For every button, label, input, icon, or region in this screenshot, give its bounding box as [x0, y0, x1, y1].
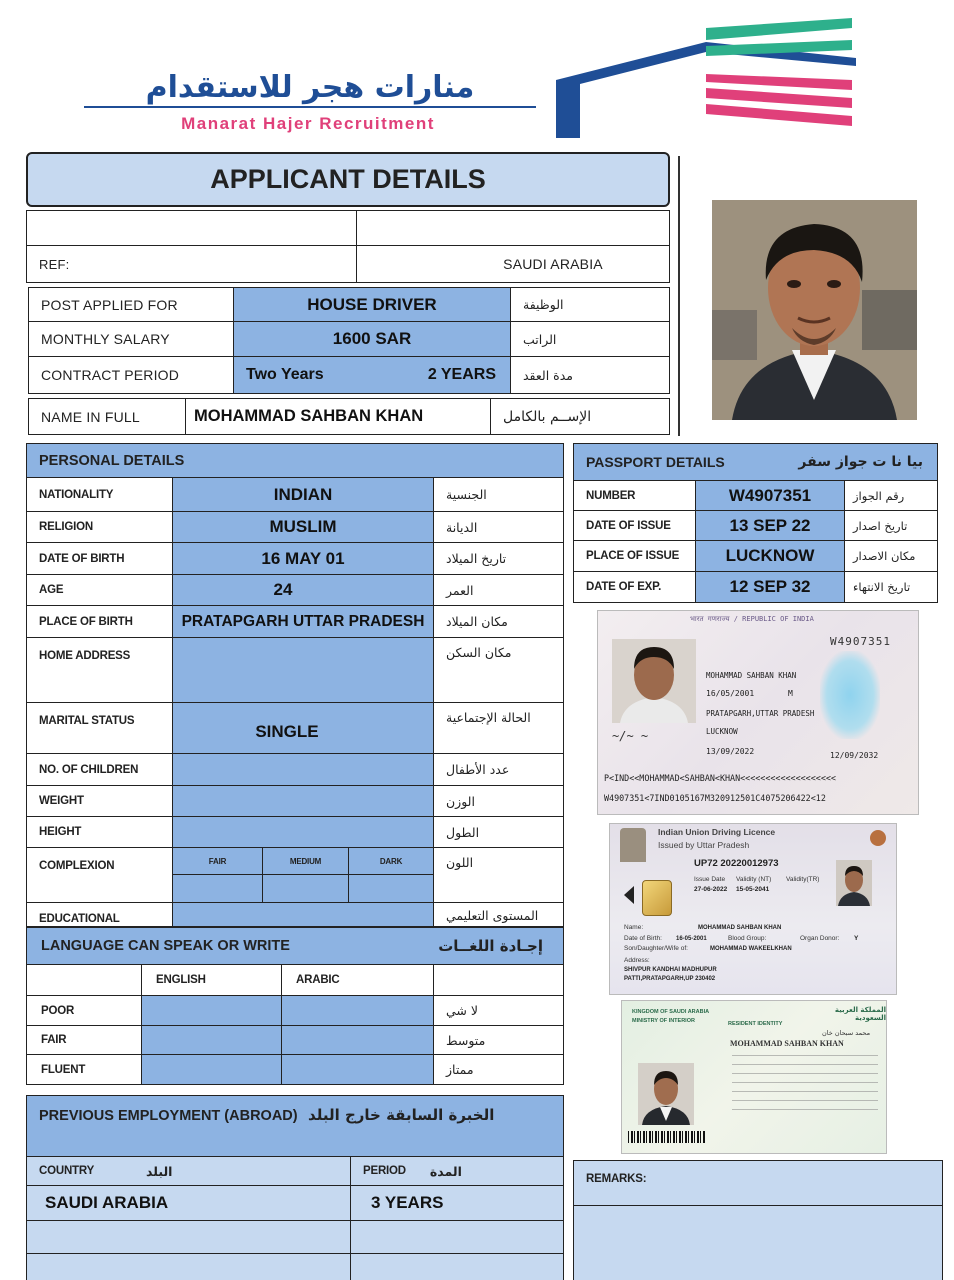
- passport-place-value: LUCKNOW: [725, 546, 815, 565]
- nationality-label: NATIONALITY: [39, 488, 114, 501]
- passport-place-label: PLACE OF ISSUE: [586, 550, 680, 562]
- salary-label: MONTHLY SALARY: [41, 331, 170, 347]
- marital-label-cell: [26, 702, 173, 754]
- education-ar-cell: [433, 902, 564, 927]
- logo-english-name: Manarat Hajer Recruitment: [181, 114, 435, 133]
- previous-period-value: 3 YEARS: [371, 1193, 444, 1212]
- children-label-cell: [26, 753, 173, 786]
- vertical-rule: [678, 156, 680, 436]
- salary-value: 1600 SAR: [332, 329, 412, 348]
- education-label: EDUCATIONAL: [39, 913, 120, 925]
- marital-value: SINGLE: [255, 722, 319, 741]
- licence-title: Indian Union Driving Licence: [658, 827, 776, 837]
- age-label: AGE: [39, 584, 64, 596]
- dob-label-cell: [26, 542, 173, 575]
- poor-ar: لا شي: [446, 1003, 478, 1018]
- post-ar: الوظيفة: [523, 297, 564, 312]
- licence-seal-icon: [870, 830, 886, 846]
- marital-ar: الحالة الإجتماعية: [446, 710, 531, 725]
- weight-label: WEIGHT: [39, 795, 84, 807]
- passport-place-ar-cell: [844, 540, 938, 572]
- age-ar: العمر: [446, 582, 474, 598]
- licence-parent-label: Son/Daughter/Wife of:: [624, 945, 688, 952]
- contract-label-cell: [28, 356, 234, 394]
- language-corner-cell: [26, 964, 142, 996]
- iqama-barcode-icon: [628, 1131, 706, 1143]
- company-logo: [80, 18, 860, 143]
- name-value: MOHAMMAD SAHBAN KHAN: [194, 407, 424, 425]
- complexion-label: COMPLEXION: [39, 860, 115, 872]
- licence-dob-label: Date of Birth:: [624, 935, 662, 942]
- dob-ar-cell: [433, 542, 564, 575]
- weight-value-cell: [172, 785, 434, 817]
- language-arabic-label: ARABIC: [296, 974, 340, 986]
- previous-country-value: SAUDI ARABIA: [45, 1193, 169, 1212]
- dob-value-cell: [172, 542, 434, 575]
- passport-expiry-label: DATE OF EXP.: [586, 581, 662, 593]
- logo-roof-mark: [556, 18, 856, 140]
- previous-heading-ar: الخبرة السابقة خارج البلد: [308, 1106, 495, 1124]
- language-heading-ar: إجـادة اللغــات: [438, 937, 543, 955]
- religion-ar-cell: [433, 511, 564, 543]
- weight-label-cell: [26, 785, 173, 817]
- previous-empty-country-2: [26, 1253, 351, 1280]
- contract-value-cell: [233, 356, 511, 394]
- pob-value: PRATAPGARH UTTAR PRADESH: [181, 612, 425, 630]
- name-label-cell: [28, 398, 186, 435]
- address-label: HOME ADDRESS: [39, 650, 131, 662]
- religion-value: MUSLIM: [269, 517, 337, 536]
- name-label: NAME IN FULL: [41, 408, 140, 425]
- licence-address-label: Address:: [624, 957, 650, 964]
- complexion-ar: اللون: [446, 855, 474, 870]
- iqama-kingdom: KINGDOM OF SAUDI ARABIA: [632, 1009, 710, 1015]
- licence-issue-date-label: Issue Date: [694, 876, 726, 883]
- fair-label: FAIR: [41, 1034, 67, 1046]
- licence-validity-tr-label: Validity(TR): [786, 876, 820, 883]
- passport-issue-label: DATE OF ISSUE: [586, 519, 671, 532]
- contract-ar-cell: [510, 356, 670, 394]
- religion-ar: الديانة: [446, 519, 478, 535]
- licence-address1: SHIVPUR KANDHAI MADHUPUR: [624, 967, 717, 973]
- passport-scan-issue: 13/09/2022: [706, 747, 755, 756]
- passport-issue-label-cell: [573, 510, 696, 541]
- passport-heading-ar: بيا نا ت جواز سفر: [798, 454, 923, 470]
- licence-validity-nt: 15-05-2041: [736, 886, 770, 893]
- licence-donor: Y: [854, 935, 859, 942]
- passport-issue-value-cell: [695, 510, 845, 541]
- previous-heading: PREVIOUS EMPLOYMENT (ABROAD): [39, 1108, 298, 1124]
- pob-value-cell: [172, 605, 434, 638]
- weight-ar: الوزن: [446, 793, 475, 809]
- education-value-cell: [172, 902, 434, 927]
- dob-value: 16 MAY 01: [261, 548, 345, 568]
- remarks-label: REMARKS:: [586, 1173, 647, 1185]
- complexion-label-cell: [26, 847, 173, 903]
- passport-number-ar-cell: [844, 480, 938, 511]
- remarks-body-cell: [573, 1205, 943, 1280]
- passport-place-value-cell: [695, 540, 845, 572]
- passport-issue-ar-cell: [844, 510, 938, 541]
- fluent-ar-cell: [433, 1054, 564, 1085]
- poor-arabic-cell: [281, 995, 434, 1026]
- post-value-cell: [233, 287, 511, 322]
- passport-issue-value: 13 SEP 22: [729, 515, 811, 535]
- iqama-photo: [638, 1063, 694, 1125]
- salary-ar: الراتب: [523, 331, 557, 347]
- fluent-label-cell: [26, 1054, 142, 1085]
- ref-blank-left: [26, 210, 357, 246]
- previous-country-cell: [26, 1185, 351, 1221]
- passport-scan-photo: [612, 639, 696, 723]
- religion-value-cell: [172, 511, 434, 543]
- age-value-cell: [172, 574, 434, 606]
- children-ar-cell: [433, 753, 564, 786]
- licence-donor-label: Organ Donor:: [800, 935, 840, 942]
- previous-period-cell: [350, 1185, 564, 1221]
- fair-ar: متوسط: [446, 1032, 486, 1048]
- dob-ar: تاريخ الميلاد: [446, 551, 507, 566]
- page-title-text: APPLICANT DETAILS: [210, 164, 486, 194]
- religion-label-cell: [26, 511, 173, 543]
- passport-scan-dob: 16/05/2001: [706, 689, 755, 698]
- marital-label: MARITAL STATUS: [39, 715, 135, 727]
- fair-label-cell: [26, 1025, 142, 1055]
- fluent-english-cell: [141, 1054, 282, 1085]
- passport-place-ar: مكان الاصدار: [853, 549, 916, 563]
- licence-arrow-icon: [624, 886, 634, 904]
- passport-number-label-cell: [573, 480, 696, 511]
- licence-dob: 16-05-2001: [676, 936, 707, 942]
- post-label-cell: [28, 287, 234, 322]
- complexion-fair: FAIR: [208, 856, 227, 866]
- children-ar: عدد الأطفال: [446, 762, 510, 777]
- complexion-medium-box: [262, 874, 349, 903]
- passport-place-label-cell: [573, 540, 696, 572]
- remarks-label-cell: [573, 1160, 943, 1206]
- licence-emblem-icon: [620, 828, 646, 862]
- passport-scan-signature: ~/~ ~: [612, 729, 649, 743]
- name-value-cell: [185, 398, 491, 435]
- complexion-dark: DARK: [379, 856, 403, 866]
- height-label-cell: [26, 816, 173, 848]
- ref-country-cell: [356, 245, 670, 283]
- ref-blank-right: [356, 210, 670, 246]
- education-ar: المستوى التعليمي: [446, 908, 539, 923]
- period-ar: المدة: [429, 1163, 462, 1179]
- contract-label: CONTRACT PERIOD: [41, 367, 180, 383]
- weight-ar-cell: [433, 785, 564, 817]
- children-value-cell: [172, 753, 434, 786]
- age-ar-cell: [433, 574, 564, 606]
- period-header-cell: [350, 1156, 564, 1186]
- passport-expiry-value: 12 SEP 32: [729, 577, 811, 596]
- age-value: 24: [273, 580, 293, 599]
- nationality-label-cell: [26, 477, 173, 512]
- language-english-header: [141, 964, 282, 996]
- complexion-fair-box: [172, 874, 263, 903]
- address-ar-cell: [433, 637, 564, 703]
- passport-scan-name: MOHAMMAD SAHBAN KHAN: [706, 671, 797, 680]
- height-ar: الطول: [446, 824, 480, 840]
- height-value-cell: [172, 816, 434, 848]
- passport-expiry-ar-cell: [844, 571, 938, 603]
- fair-ar-cell: [433, 1025, 564, 1055]
- passport-scan-pob: PRATAPGARH,UTTAR PRADESH: [706, 709, 815, 718]
- ref-cell: [26, 245, 357, 283]
- fair-english-cell: [141, 1025, 282, 1055]
- fluent-ar: ممتاز: [446, 1062, 474, 1077]
- post-ar-cell: [510, 287, 670, 322]
- licence-chip-icon: [642, 880, 672, 916]
- ref-country: SAUDI ARABIA: [503, 256, 603, 272]
- page-title: [26, 152, 670, 207]
- passport-scan-hologram: [820, 651, 880, 739]
- fluent-label: FLUENT: [41, 1063, 86, 1076]
- previous-empty-country-1: [26, 1220, 351, 1254]
- fluent-arabic-cell: [281, 1054, 434, 1085]
- marital-ar-cell: [433, 702, 564, 754]
- language-english-label: ENGLISH: [156, 974, 206, 986]
- language-heading-cell: [26, 927, 564, 965]
- passport-number-label: NUMBER: [586, 489, 636, 502]
- licence-issue-date: 27-06-2022: [694, 886, 728, 893]
- contract-ar: مدة العقد: [523, 367, 573, 383]
- pob-label-cell: [26, 605, 173, 638]
- country-label: COUNTRY: [39, 1165, 95, 1177]
- contract-value-words: Two Years: [246, 366, 324, 383]
- licence-issued: Issued by Uttar Pradesh: [658, 840, 750, 850]
- pob-ar-cell: [433, 605, 564, 638]
- passport-scan-sex: M: [788, 689, 793, 698]
- marital-value-cell: [172, 702, 434, 754]
- salary-ar-cell: [510, 321, 670, 357]
- nationality-value-cell: [172, 477, 434, 512]
- poor-ar-cell: [433, 995, 564, 1026]
- height-label: HEIGHT: [39, 826, 82, 838]
- height-ar-cell: [433, 816, 564, 848]
- salary-label-cell: [28, 321, 234, 357]
- licence-name: MOHAMMAD SAHBAN KHAN: [698, 925, 782, 931]
- passport-heading: PASSPORT DETAILS: [586, 454, 725, 470]
- complexion-dark-box: [348, 874, 434, 903]
- salary-value-cell: [233, 321, 511, 357]
- passport-number-ar: رقم الجواز: [853, 488, 905, 503]
- language-heading: LANGUAGE CAN SPEAK OR WRITE: [41, 938, 290, 954]
- nationality-value: INDIAN: [273, 484, 333, 504]
- complexion-medium-cell: [262, 847, 349, 875]
- previous-empty-period-2: [350, 1253, 564, 1280]
- children-label: NO. OF CHILDREN: [39, 763, 139, 776]
- licence-address2: PATTI,PRATAPGARH,UP 230402: [624, 976, 716, 982]
- nationality-ar-cell: [433, 477, 564, 512]
- address-ar: مكان السكن: [446, 645, 512, 660]
- address-label-cell: [26, 637, 173, 703]
- previous-heading-cell: [26, 1095, 564, 1157]
- iqama-ministry: MINISTRY OF INTERIOR: [632, 1018, 695, 1024]
- passport-scan-expiry: 12/09/2032: [830, 751, 879, 760]
- pob-ar: مكان الميلاد: [446, 614, 508, 629]
- poor-label: POOR: [41, 1004, 75, 1017]
- passport-issue-ar: تاريخ اصدار: [853, 518, 908, 533]
- nationality-ar: الجنسية: [446, 487, 487, 502]
- licence-parent: MOHAMMAD WAKEELKHAN: [710, 946, 792, 952]
- iqama-ar-title: المملكة العربية السعودية: [834, 1006, 886, 1022]
- poor-label-cell: [26, 995, 142, 1026]
- licence-name-label: Name:: [624, 924, 644, 931]
- applicant-photo: [712, 200, 917, 420]
- ref-label: REF:: [39, 256, 70, 272]
- fair-arabic-cell: [281, 1025, 434, 1055]
- personal-heading-cell: [26, 443, 564, 478]
- iqama-name: MOHAMMAD SAHBAN KHAN: [730, 1039, 844, 1048]
- language-header-ar-cell: [433, 964, 564, 996]
- licence-number: UP72 20220012973: [694, 858, 779, 869]
- name-ar-cell: [490, 398, 670, 435]
- iqama-text-lines: [732, 1055, 878, 1115]
- period-label: PERIOD: [363, 1165, 406, 1177]
- passport-expiry-ar: تاريخ الانتهاء: [853, 580, 911, 594]
- personal-heading: PERSONAL DETAILS: [39, 452, 185, 469]
- complexion-medium: MEDIUM: [289, 856, 322, 866]
- address-value-cell: [172, 637, 434, 703]
- passport-scan-mrz1: P<IND<<MOHAMMAD<SAHBAN<KHAN<<<<<<<<<<<<<<<<<<<: [604, 773, 836, 783]
- education-label-cell: [26, 902, 173, 927]
- driving-licence-image: [609, 823, 897, 995]
- passport-number-value: W4907351: [728, 485, 812, 505]
- religion-label: RELIGION: [39, 521, 93, 533]
- previous-empty-period-1: [350, 1220, 564, 1254]
- country-ar: البلد: [146, 1163, 173, 1179]
- passport-number-value-cell: [695, 480, 845, 511]
- passport-scan-place-issue: LUCKNOW: [706, 727, 738, 736]
- passport-scan-mrz2: W4907351<7IND0105167M320912501C4075206422<12: [604, 793, 826, 803]
- complexion-fair-cell: [172, 847, 263, 875]
- iqama-ar-line: محمد سبحان خان: [822, 1029, 871, 1037]
- complexion-ar-cell: [433, 847, 564, 903]
- post-label: POST APPLIED FOR: [41, 296, 178, 313]
- licence-validity-nt-label: Validity (NT): [736, 876, 772, 883]
- name-ar: الإســم بالكامل: [503, 408, 592, 425]
- passport-heading-cell: [573, 443, 938, 481]
- passport-scan-image: [597, 610, 919, 815]
- iqama-resident: RESIDENT IDENTITY: [728, 1021, 783, 1027]
- passport-expiry-label-cell: [573, 571, 696, 603]
- contract-value-years: 2 YEARS: [427, 366, 496, 383]
- dob-label: DATE OF BIRTH: [39, 552, 125, 565]
- passport-expiry-value-cell: [695, 571, 845, 603]
- resident-id-image: [621, 1000, 887, 1154]
- poor-english-cell: [141, 995, 282, 1026]
- complexion-dark-cell: [348, 847, 434, 875]
- country-header-cell: [26, 1156, 351, 1186]
- pob-label: PLACE OF BIRTH: [39, 615, 133, 628]
- language-arabic-header: [281, 964, 434, 996]
- passport-scan-header: भारत गणराज्य / REPUBLIC OF INDIA: [690, 615, 814, 623]
- post-value: HOUSE DRIVER: [307, 294, 437, 314]
- age-label-cell: [26, 574, 173, 606]
- logo-arabic-name: منارات هجر للاستقدام: [145, 70, 475, 105]
- licence-photo: [836, 860, 872, 906]
- passport-scan-number: W4907351: [830, 635, 891, 648]
- logo-underline: [84, 106, 536, 108]
- licence-blood-label: Blood Group:: [728, 935, 767, 942]
